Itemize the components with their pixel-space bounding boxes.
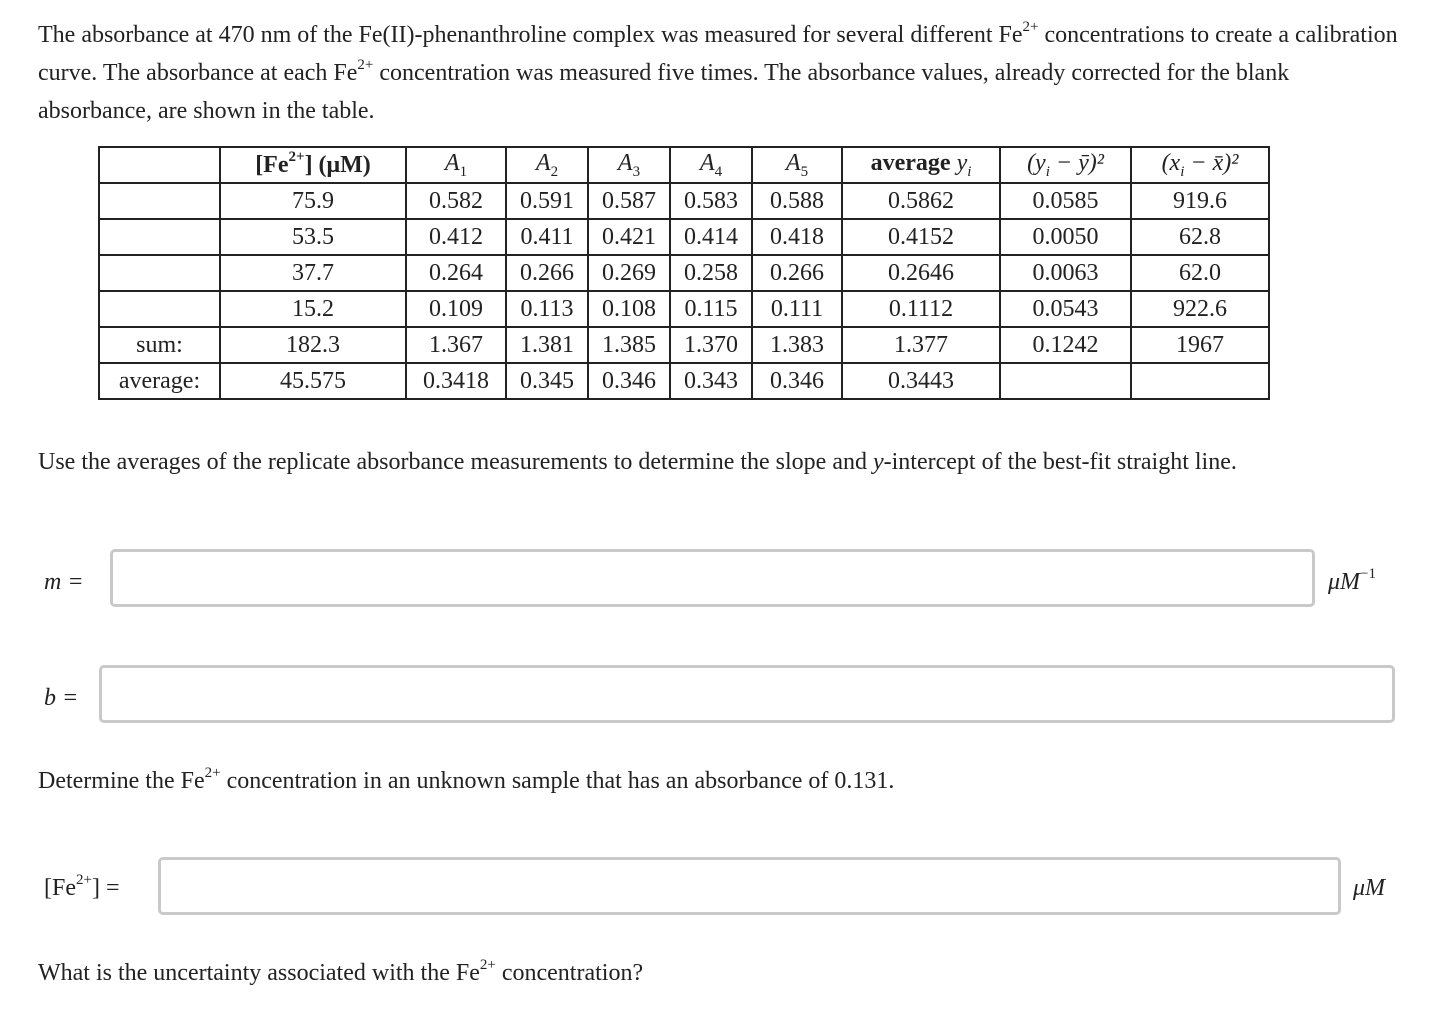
cell-a2: 0.266 bbox=[506, 255, 588, 291]
header-average: average $y_i$ bbox=[842, 147, 1000, 183]
header-y-deviation: ($y_i$ − ȳ)² bbox=[1000, 147, 1131, 183]
header-blank bbox=[99, 147, 220, 183]
header-a5: $A_5$ bbox=[752, 147, 842, 183]
cell-conc: 182.3 bbox=[220, 327, 406, 363]
cell-dy bbox=[1000, 363, 1131, 399]
cell-a4: 0.414 bbox=[670, 219, 752, 255]
table-row bbox=[99, 291, 1269, 327]
cell-conc: 53.5 bbox=[220, 219, 406, 255]
cell-a3: 0.346 bbox=[588, 363, 670, 399]
cell-avg: 0.3443 bbox=[842, 363, 1000, 399]
cell-a4: 0.258 bbox=[670, 255, 752, 291]
cell-a5: 0.418 bbox=[752, 219, 842, 255]
cell-conc: 37.7 bbox=[220, 255, 406, 291]
cell-dx: 922.6 bbox=[1131, 291, 1269, 327]
table-average-row bbox=[99, 363, 1269, 399]
cell-a1: 0.109 bbox=[406, 291, 506, 327]
slope-label: m = bbox=[44, 569, 84, 595]
cell-conc: 45.575 bbox=[220, 363, 406, 399]
header-x-deviation: ($x_i$ − x̄)² bbox=[1131, 147, 1269, 183]
cell-a4: 0.583 bbox=[670, 183, 752, 219]
concentration-question: Determine the $Fe^{2+}$ concentration in an unknown sample that has an absorbance of 0.131. bbox=[38, 765, 895, 794]
cell-a3: 0.421 bbox=[588, 219, 670, 255]
header-a4: $A_4$ bbox=[670, 147, 752, 183]
cell-dx bbox=[1131, 363, 1269, 399]
table-sum-row bbox=[99, 327, 1269, 363]
concentration-label: $[Fe^{2+}]$ = bbox=[44, 872, 120, 901]
intercept-input[interactable] bbox=[99, 665, 1395, 723]
intro-paragraph bbox=[38, 16, 1398, 130]
cell-dy: 0.1242 bbox=[1000, 327, 1131, 363]
cell-a4: 1.370 bbox=[670, 327, 752, 363]
header-a2: $A_2$ bbox=[506, 147, 588, 183]
cell-a2: 1.381 bbox=[506, 327, 588, 363]
table-row bbox=[99, 219, 1269, 255]
cell-a4: 0.343 bbox=[670, 363, 752, 399]
cell-a5: 0.346 bbox=[752, 363, 842, 399]
cell-dy: 0.0543 bbox=[1000, 291, 1131, 327]
cell-a1: 1.367 bbox=[406, 327, 506, 363]
cell-a2: 0.411 bbox=[506, 219, 588, 255]
cell-dx: 62.0 bbox=[1131, 255, 1269, 291]
row-label-sum: sum: bbox=[99, 327, 220, 363]
slope-input[interactable] bbox=[110, 549, 1315, 607]
cell-avg: 0.5862 bbox=[842, 183, 1000, 219]
row-label bbox=[99, 255, 220, 291]
uncertainty-question: What is the uncertainty associated with the $Fe^{2+}$ concentration? bbox=[38, 957, 644, 986]
instruction-text: Use the averages of the replicate absorbance measurements to determine the slope and y-intercept of the best-fit straight line. bbox=[38, 449, 1237, 475]
cell-dy: 0.0063 bbox=[1000, 255, 1131, 291]
intro-text-2: concentrations to create a calibration curve. The absorbance at each Fe bbox=[38, 22, 1398, 86]
cell-conc: 75.9 bbox=[220, 183, 406, 219]
table-row bbox=[99, 255, 1269, 291]
row-label-average: average: bbox=[99, 363, 220, 399]
cell-avg: 0.1112 bbox=[842, 291, 1000, 327]
cell-a1: 0.412 bbox=[406, 219, 506, 255]
table-row bbox=[99, 183, 1269, 219]
cell-a3: 1.385 bbox=[588, 327, 670, 363]
row-label bbox=[99, 183, 220, 219]
cell-avg: 1.377 bbox=[842, 327, 1000, 363]
cell-a5: 0.588 bbox=[752, 183, 842, 219]
cell-a1: 0.582 bbox=[406, 183, 506, 219]
cell-dx: 919.6 bbox=[1131, 183, 1269, 219]
cell-a5: 0.111 bbox=[752, 291, 842, 327]
cell-a2: 0.345 bbox=[506, 363, 588, 399]
cell-a1: 0.3418 bbox=[406, 363, 506, 399]
header-a1: $A_1$ bbox=[406, 147, 506, 183]
absorbance-table bbox=[98, 146, 1270, 400]
intercept-label: b = bbox=[44, 685, 79, 711]
intro-sup-2: 2+ bbox=[357, 57, 374, 73]
cell-a3: 0.108 bbox=[588, 291, 670, 327]
cell-a4: 0.115 bbox=[670, 291, 752, 327]
cell-dx: 62.8 bbox=[1131, 219, 1269, 255]
concentration-unit: μM bbox=[1353, 875, 1386, 901]
cell-a2: 0.113 bbox=[506, 291, 588, 327]
cell-a1: 0.264 bbox=[406, 255, 506, 291]
cell-a5: 0.266 bbox=[752, 255, 842, 291]
header-concentration: $[Fe^{2+}]$ (μM) bbox=[220, 147, 406, 183]
intro-text-3: concentration was measured five times. The absorbance values, already corrected for the blank absorbance, are shown in the table. bbox=[38, 60, 1290, 124]
row-label bbox=[99, 291, 220, 327]
cell-dy: 0.0050 bbox=[1000, 219, 1131, 255]
concentration-input[interactable] bbox=[158, 857, 1341, 915]
row-label bbox=[99, 219, 220, 255]
intro-text-1: The absorbance at 470 nm of the Fe(II)-phenanthroline complex was measured for several different Fe bbox=[38, 22, 1023, 48]
cell-conc: 15.2 bbox=[220, 291, 406, 327]
cell-a3: 0.587 bbox=[588, 183, 670, 219]
cell-avg: 0.2646 bbox=[842, 255, 1000, 291]
table-header-row bbox=[99, 147, 1269, 183]
cell-a2: 0.591 bbox=[506, 183, 588, 219]
cell-dy: 0.0585 bbox=[1000, 183, 1131, 219]
header-a3: $A_3$ bbox=[588, 147, 670, 183]
cell-avg: 0.4152 bbox=[842, 219, 1000, 255]
intro-sup-1: 2+ bbox=[1022, 19, 1039, 35]
slope-unit: $\mu M^{-1}$ bbox=[1328, 566, 1377, 595]
cell-dx: 1967 bbox=[1131, 327, 1269, 363]
cell-a5: 1.383 bbox=[752, 327, 842, 363]
cell-a3: 0.269 bbox=[588, 255, 670, 291]
